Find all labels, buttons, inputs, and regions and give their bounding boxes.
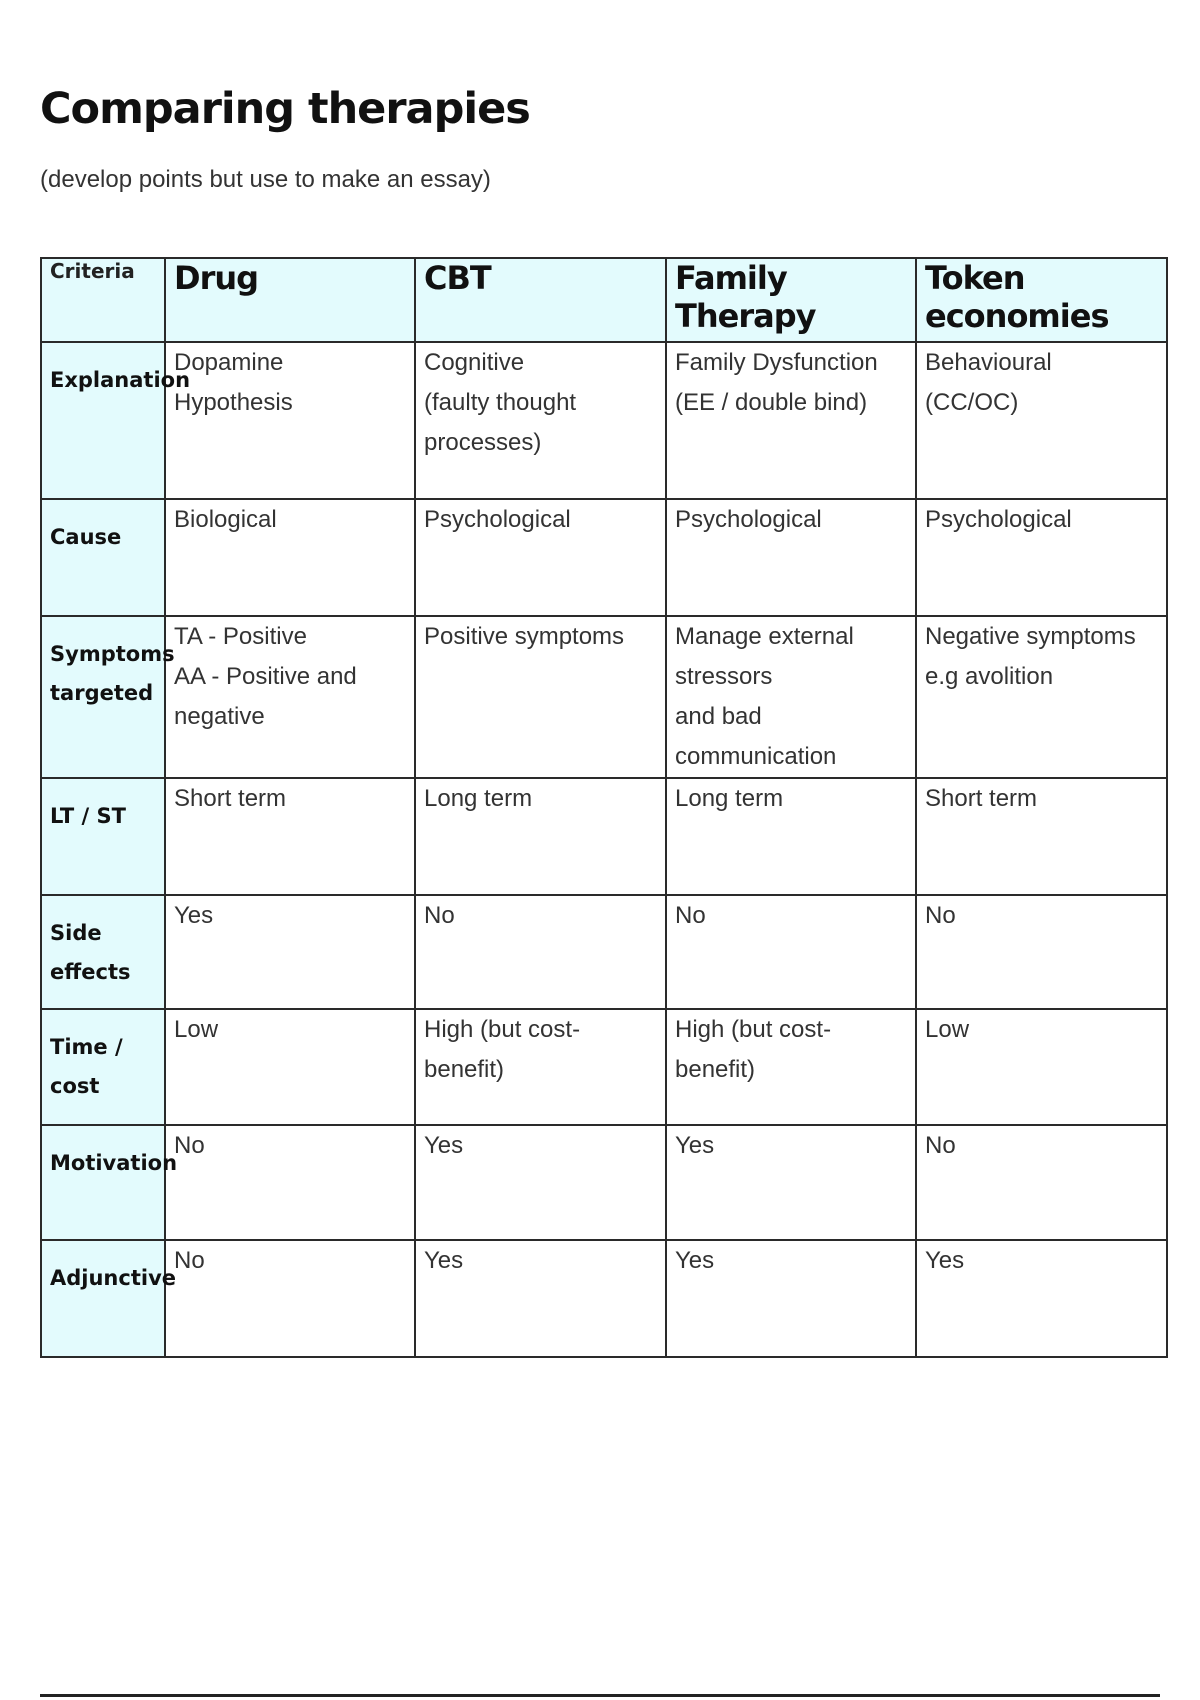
table-cell: TA - Positive AA - Positive and negative [165, 616, 415, 778]
column-header-drug: Drug [165, 258, 415, 342]
comparison-table [40, 257, 1168, 1358]
row-header-symptoms-targeted: Symptoms targeted [41, 616, 165, 778]
criteria-header: Criteria [41, 258, 165, 342]
table-cell: High (but cost-benefit) [415, 1009, 666, 1125]
column-header-token-economies: Token economies [916, 258, 1167, 342]
table-cell: Cognitive (faulty thought processes) [415, 342, 666, 499]
table-cell: Yes [415, 1125, 666, 1240]
table-row-adjunctive [41, 1240, 1167, 1357]
table-cell: Negative symptoms e.g avolition [916, 616, 1167, 778]
page-bottom-rule [40, 1694, 1160, 1697]
table-row-side-effects [41, 895, 1167, 1009]
row-header-lt-st: LT / ST [41, 778, 165, 895]
table-row-cause [41, 499, 1167, 616]
table-cell: Dopamine Hypothesis [165, 342, 415, 499]
page-title: Comparing therapies [40, 84, 530, 134]
table-cell: Yes [916, 1240, 1167, 1357]
table-cell: Manage external stressors and bad communication [666, 616, 916, 778]
table-row-explanation [41, 342, 1167, 499]
row-header-explanation: Explanation [41, 342, 165, 499]
table-row-symptoms-targeted [41, 616, 1167, 778]
table-cell: Short term [165, 778, 415, 895]
table-cell: Psychological [916, 499, 1167, 616]
table-row-time-cost [41, 1009, 1167, 1125]
table-row-motivation [41, 1125, 1167, 1240]
table-cell: Long term [666, 778, 916, 895]
table-cell: High (but cost-benefit) [666, 1009, 916, 1125]
table-cell: No [165, 1240, 415, 1357]
row-header-time-cost: Time / cost [41, 1009, 165, 1125]
table-cell: Low [165, 1009, 415, 1125]
table-cell: Short term [916, 778, 1167, 895]
table-cell: Psychological [666, 499, 916, 616]
row-header-cause: Cause [41, 499, 165, 616]
table-header-row [41, 258, 1167, 342]
row-header-side-effects: Side effects [41, 895, 165, 1009]
table-cell: No [666, 895, 916, 1009]
table-cell: Behavioural (CC/OC) [916, 342, 1167, 499]
table-cell: No [415, 895, 666, 1009]
table-cell: Yes [415, 1240, 666, 1357]
table-cell: Yes [165, 895, 415, 1009]
table-cell: No [165, 1125, 415, 1240]
table-cell: Long term [415, 778, 666, 895]
table-cell: No [916, 1125, 1167, 1240]
table-cell: Positive symptoms [415, 616, 666, 778]
table-cell: Family Dysfunction (EE / double bind) [666, 342, 916, 499]
row-header-adjunctive: Adjunctive [41, 1240, 165, 1357]
row-header-motivation: Motivation [41, 1125, 165, 1240]
column-header-family-therapy: Family Therapy [666, 258, 916, 342]
table-row-lt-st [41, 778, 1167, 895]
page-subtitle: (develop points but use to make an essay) [40, 166, 491, 193]
table-cell: Biological [165, 499, 415, 616]
table-cell: Psychological [415, 499, 666, 616]
table-cell: Yes [666, 1240, 916, 1357]
table-cell: Yes [666, 1125, 916, 1240]
table-cell: No [916, 895, 1167, 1009]
table-cell: Low [916, 1009, 1167, 1125]
column-header-cbt: CBT [415, 258, 666, 342]
